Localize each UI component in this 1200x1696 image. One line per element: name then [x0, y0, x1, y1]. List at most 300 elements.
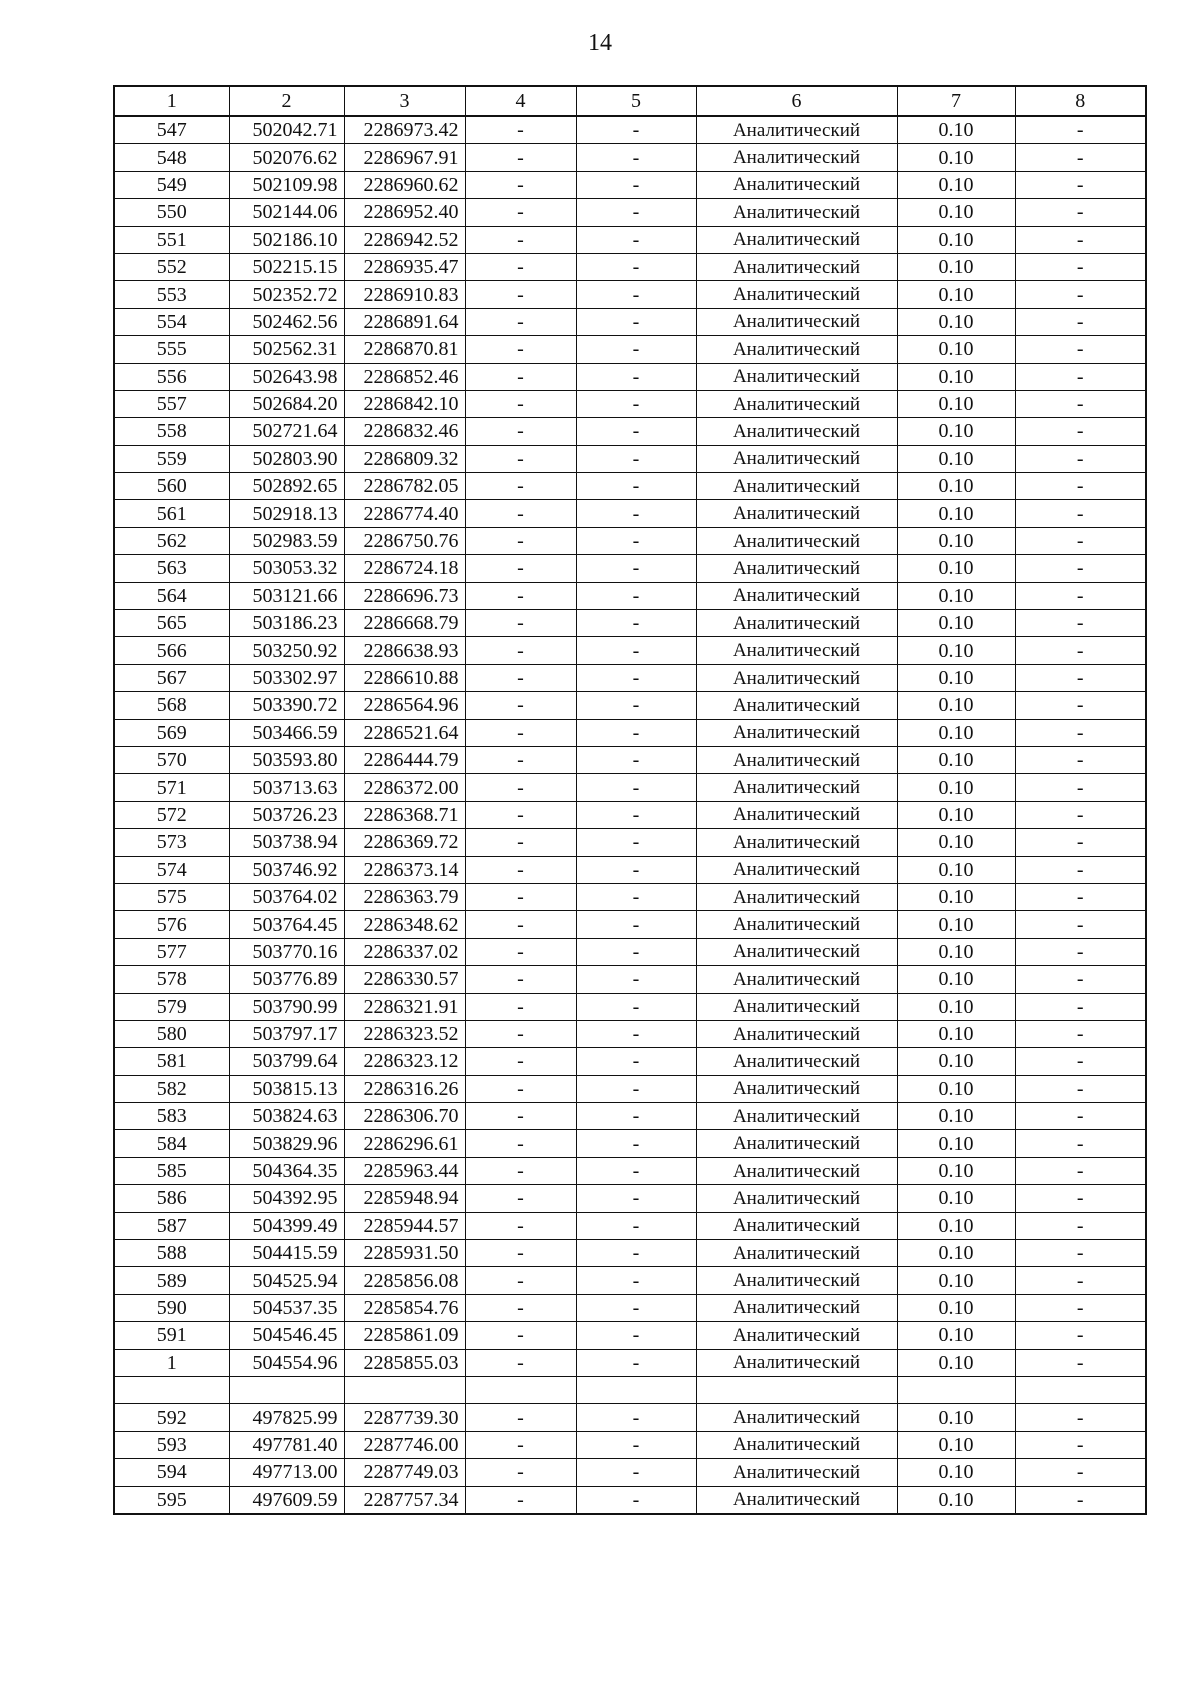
table-row	[114, 253, 1146, 280]
table-cell: 564	[114, 582, 229, 609]
table-cell: -	[1015, 829, 1146, 856]
table-cell: Аналитический	[696, 171, 897, 198]
table-cell: 2287749.03	[344, 1459, 465, 1486]
table-cell: 0.10	[897, 308, 1015, 335]
table-cell: -	[465, 1486, 576, 1514]
table-cell: 2286321.91	[344, 993, 465, 1020]
table-cell: -	[465, 1322, 576, 1349]
table-cell: 2286337.02	[344, 938, 465, 965]
table-cell: -	[1015, 692, 1146, 719]
column-header-2: 2	[229, 86, 344, 116]
table-cell: -	[465, 610, 576, 637]
table-cell: 0.10	[897, 445, 1015, 472]
table-row	[114, 801, 1146, 828]
table-cell: Аналитический	[696, 1212, 897, 1239]
table-row	[114, 938, 1146, 965]
table-cell: 0.10	[897, 966, 1015, 993]
table-cell: 2286960.62	[344, 171, 465, 198]
table-cell: 2286942.52	[344, 226, 465, 253]
table-cell: -	[1015, 938, 1146, 965]
table-cell: 2287739.30	[344, 1404, 465, 1431]
table-cell: 572	[114, 801, 229, 828]
table-cell: 2285854.76	[344, 1294, 465, 1321]
table-cell: 2286372.00	[344, 774, 465, 801]
table-cell: 547	[114, 116, 229, 144]
table-cell: 0.10	[897, 1130, 1015, 1157]
table-row	[114, 171, 1146, 198]
table-cell: 549	[114, 171, 229, 198]
table-cell: -	[576, 445, 696, 472]
table-cell: -	[465, 774, 576, 801]
table-cell: 588	[114, 1240, 229, 1267]
table-row	[114, 664, 1146, 691]
table-cell: -	[576, 527, 696, 554]
table-cell: -	[465, 1157, 576, 1184]
column-header-1: 1	[114, 86, 229, 116]
table-cell: -	[1015, 473, 1146, 500]
header-row	[114, 86, 1146, 116]
table-cell: -	[576, 1404, 696, 1431]
table-cell: 2285948.94	[344, 1185, 465, 1212]
table-cell: -	[1015, 1157, 1146, 1184]
table-row	[114, 692, 1146, 719]
table-cell: -	[576, 1212, 696, 1239]
table-cell: 497825.99	[229, 1404, 344, 1431]
table-cell: -	[576, 1130, 696, 1157]
column-header-6: 6	[696, 86, 897, 116]
table-cell: 0.10	[897, 829, 1015, 856]
table-cell: -	[576, 199, 696, 226]
table-cell: -	[1015, 1240, 1146, 1267]
table-cell: 0.10	[897, 637, 1015, 664]
table-cell: -	[576, 774, 696, 801]
table-cell: Аналитический	[696, 1157, 897, 1184]
table-cell	[229, 1376, 344, 1403]
table-cell: Аналитический	[696, 966, 897, 993]
table-cell: -	[465, 1294, 576, 1321]
table-row	[114, 1130, 1146, 1157]
table-cell: 585	[114, 1157, 229, 1184]
table-cell: Аналитический	[696, 801, 897, 828]
table-cell: 503764.02	[229, 883, 344, 910]
table-cell: 502042.71	[229, 116, 344, 144]
table-cell: 0.10	[897, 1404, 1015, 1431]
table-cell: Аналитический	[696, 1020, 897, 1047]
table-row	[114, 911, 1146, 938]
table-cell: 0.10	[897, 281, 1015, 308]
table-cell: Аналитический	[696, 582, 897, 609]
table-cell: -	[465, 1267, 576, 1294]
table-cell: 595	[114, 1486, 229, 1514]
table-row	[114, 445, 1146, 472]
table-cell: -	[465, 226, 576, 253]
table-cell: -	[1015, 199, 1146, 226]
table-cell: Аналитический	[696, 1240, 897, 1267]
table-cell: 502892.65	[229, 473, 344, 500]
table-cell: -	[465, 308, 576, 335]
table-cell: 2285944.57	[344, 1212, 465, 1239]
table-cell: 571	[114, 774, 229, 801]
table-cell: 2286967.91	[344, 144, 465, 171]
table-cell: -	[576, 1459, 696, 1486]
table-cell: 0.10	[897, 144, 1015, 171]
table-cell: -	[576, 1240, 696, 1267]
table-cell: -	[576, 938, 696, 965]
table-cell: -	[465, 719, 576, 746]
table-cell: 2286348.62	[344, 911, 465, 938]
table-cell: -	[465, 555, 576, 582]
table-cell: 2285856.08	[344, 1267, 465, 1294]
table-cell: -	[1015, 527, 1146, 554]
table-row	[114, 1349, 1146, 1376]
table-cell: 575	[114, 883, 229, 910]
table-cell: 2286774.40	[344, 500, 465, 527]
table-row	[114, 829, 1146, 856]
table-cell: 557	[114, 390, 229, 417]
table-cell	[465, 1376, 576, 1403]
column-header-4: 4	[465, 86, 576, 116]
table-cell: 2286935.47	[344, 253, 465, 280]
table-cell: 503764.45	[229, 911, 344, 938]
table-cell: 574	[114, 856, 229, 883]
table-cell: -	[1015, 856, 1146, 883]
table-cell: 2285855.03	[344, 1349, 465, 1376]
table-cell: 0.10	[897, 746, 1015, 773]
table-cell: 0.10	[897, 527, 1015, 554]
table-cell: 497781.40	[229, 1431, 344, 1458]
table-row	[114, 1459, 1146, 1486]
table-cell: -	[1015, 418, 1146, 445]
table-cell: Аналитический	[696, 390, 897, 417]
table-cell: 503746.92	[229, 856, 344, 883]
table-cell: 580	[114, 1020, 229, 1047]
table-cell: -	[576, 226, 696, 253]
table-cell: 0.10	[897, 1486, 1015, 1514]
table-cell: -	[1015, 637, 1146, 664]
table-cell: 559	[114, 445, 229, 472]
table-cell: 567	[114, 664, 229, 691]
table-cell: -	[465, 966, 576, 993]
table-row	[114, 390, 1146, 417]
table-row	[114, 473, 1146, 500]
table-cell: 0.10	[897, 473, 1015, 500]
table-cell: 548	[114, 144, 229, 171]
table-cell	[576, 1376, 696, 1403]
table-cell: -	[465, 418, 576, 445]
table-cell: -	[465, 883, 576, 910]
table-cell: 503790.99	[229, 993, 344, 1020]
table-row	[114, 1322, 1146, 1349]
table-cell: 503799.64	[229, 1048, 344, 1075]
table-cell: 0.10	[897, 664, 1015, 691]
table-cell: 0.10	[897, 801, 1015, 828]
table-row	[114, 281, 1146, 308]
table-cell: 2286724.18	[344, 555, 465, 582]
table-cell: 497609.59	[229, 1486, 344, 1514]
table-cell: 563	[114, 555, 229, 582]
table-cell: -	[576, 1185, 696, 1212]
table-cell: 0.10	[897, 336, 1015, 363]
table-cell: -	[465, 801, 576, 828]
table-cell: 589	[114, 1267, 229, 1294]
table-cell: -	[465, 1240, 576, 1267]
table-cell: -	[1015, 911, 1146, 938]
table-cell: -	[1015, 746, 1146, 773]
table-cell: 2286809.32	[344, 445, 465, 472]
table-cell: 0.10	[897, 555, 1015, 582]
table-cell: 590	[114, 1294, 229, 1321]
table-cell: Аналитический	[696, 1486, 897, 1514]
table-cell: 0.10	[897, 1431, 1015, 1458]
table-cell: Аналитический	[696, 1103, 897, 1130]
table-cell: -	[465, 664, 576, 691]
table-cell: -	[576, 582, 696, 609]
table-body	[114, 116, 1146, 1514]
table-cell: 573	[114, 829, 229, 856]
table-cell: Аналитический	[696, 445, 897, 472]
table-cell: 2286521.64	[344, 719, 465, 746]
table-cell: 2286316.26	[344, 1075, 465, 1102]
table-row	[114, 1157, 1146, 1184]
table-cell: 583	[114, 1103, 229, 1130]
table-cell: -	[465, 1048, 576, 1075]
table-cell: -	[465, 281, 576, 308]
table-cell: 0.10	[897, 1240, 1015, 1267]
table-cell: -	[465, 692, 576, 719]
table-cell: -	[576, 1157, 696, 1184]
table-cell: 593	[114, 1431, 229, 1458]
table-cell: 0.10	[897, 199, 1015, 226]
table-cell: 0.10	[897, 719, 1015, 746]
table-cell: -	[465, 199, 576, 226]
table-cell: 504525.94	[229, 1267, 344, 1294]
table-row	[114, 1048, 1146, 1075]
table-cell: Аналитический	[696, 116, 897, 144]
table-cell: 0.10	[897, 774, 1015, 801]
table-cell: 503121.66	[229, 582, 344, 609]
table-cell: 568	[114, 692, 229, 719]
table-cell: Аналитический	[696, 500, 897, 527]
table-cell: 503824.63	[229, 1103, 344, 1130]
table-cell: Аналитический	[696, 336, 897, 363]
table-cell: 569	[114, 719, 229, 746]
table-row	[114, 610, 1146, 637]
table-cell: 570	[114, 746, 229, 773]
table-row	[114, 418, 1146, 445]
table-cell: -	[465, 144, 576, 171]
table-cell: 2285963.44	[344, 1157, 465, 1184]
table-cell: 0.10	[897, 226, 1015, 253]
table-cell: -	[1015, 582, 1146, 609]
table-cell: -	[576, 171, 696, 198]
table-cell: -	[576, 500, 696, 527]
table-cell: Аналитический	[696, 555, 897, 582]
table-cell: -	[465, 1431, 576, 1458]
table-row	[114, 966, 1146, 993]
page-number: 14	[588, 30, 612, 56]
table-cell: 0.10	[897, 1322, 1015, 1349]
table-row	[114, 719, 1146, 746]
table-cell: 504364.35	[229, 1157, 344, 1184]
table-cell: -	[576, 253, 696, 280]
table-cell: Аналитический	[696, 719, 897, 746]
table-cell: -	[1015, 281, 1146, 308]
table-cell: Аналитический	[696, 774, 897, 801]
table-cell: -	[465, 637, 576, 664]
table-cell: 2286782.05	[344, 473, 465, 500]
table-cell: -	[1015, 390, 1146, 417]
table-cell: 503053.32	[229, 555, 344, 582]
table-cell: 502352.72	[229, 281, 344, 308]
coordinates-table	[113, 85, 1147, 1515]
table-cell: -	[576, 1294, 696, 1321]
table-cell: -	[1015, 801, 1146, 828]
table-cell	[344, 1376, 465, 1403]
table-cell: 552	[114, 253, 229, 280]
table-cell: 2286330.57	[344, 966, 465, 993]
table-cell: -	[1015, 1294, 1146, 1321]
table-cell: 2286296.61	[344, 1130, 465, 1157]
table-cell: Аналитический	[696, 1294, 897, 1321]
table-cell: -	[465, 500, 576, 527]
table-cell: -	[576, 1431, 696, 1458]
table-row	[114, 856, 1146, 883]
table-cell: -	[465, 116, 576, 144]
table-cell: 561	[114, 500, 229, 527]
table-cell: Аналитический	[696, 911, 897, 938]
table-cell: 0.10	[897, 883, 1015, 910]
table-cell: Аналитический	[696, 829, 897, 856]
table-cell: 503593.80	[229, 746, 344, 773]
table-cell	[1015, 1376, 1146, 1403]
table-cell: 550	[114, 199, 229, 226]
table-cell: 503776.89	[229, 966, 344, 993]
table-cell: 502643.98	[229, 363, 344, 390]
table-cell: Аналитический	[696, 1349, 897, 1376]
table-cell: -	[576, 664, 696, 691]
table-cell: -	[1015, 1322, 1146, 1349]
table-cell: 576	[114, 911, 229, 938]
table-cell: -	[576, 363, 696, 390]
table-cell: 503302.97	[229, 664, 344, 691]
table-cell: -	[465, 363, 576, 390]
table-cell: 502215.15	[229, 253, 344, 280]
table-cell: 503390.72	[229, 692, 344, 719]
table-cell: -	[1015, 445, 1146, 472]
table-cell: 594	[114, 1459, 229, 1486]
table-cell: 2285861.09	[344, 1322, 465, 1349]
table-cell: 0.10	[897, 500, 1015, 527]
table-cell: 503815.13	[229, 1075, 344, 1102]
table-cell: -	[1015, 1212, 1146, 1239]
table-cell: 503770.16	[229, 938, 344, 965]
table-cell: -	[576, 473, 696, 500]
table-cell: 502562.31	[229, 336, 344, 363]
table-cell: 584	[114, 1130, 229, 1157]
table-row	[114, 993, 1146, 1020]
table-cell: 2287746.00	[344, 1431, 465, 1458]
table-cell: -	[465, 1404, 576, 1431]
table-cell: -	[576, 856, 696, 883]
table-row	[114, 1240, 1146, 1267]
table-cell: 0.10	[897, 1157, 1015, 1184]
table-cell: 503250.92	[229, 637, 344, 664]
table-cell: -	[465, 911, 576, 938]
table-cell: -	[576, 993, 696, 1020]
table-cell: Аналитический	[696, 226, 897, 253]
table-cell: 0.10	[897, 1294, 1015, 1321]
table-cell: -	[576, 610, 696, 637]
table-cell: 560	[114, 473, 229, 500]
table-cell: -	[1015, 1349, 1146, 1376]
table-row	[114, 1486, 1146, 1514]
table-cell: 2286870.81	[344, 336, 465, 363]
table-cell: 503186.23	[229, 610, 344, 637]
table-cell: -	[1015, 116, 1146, 144]
table-cell: 502918.13	[229, 500, 344, 527]
table-cell: -	[1015, 144, 1146, 171]
table-cell: 502462.56	[229, 308, 344, 335]
table-cell: Аналитический	[696, 363, 897, 390]
table-cell: 2285931.50	[344, 1240, 465, 1267]
table-cell: 2286306.70	[344, 1103, 465, 1130]
table-cell: -	[576, 418, 696, 445]
table-cell: 2286323.12	[344, 1048, 465, 1075]
table-cell: Аналитический	[696, 1404, 897, 1431]
table-cell: Аналитический	[696, 746, 897, 773]
table-cell: 0.10	[897, 1020, 1015, 1047]
table-cell: 2286638.93	[344, 637, 465, 664]
table-cell: -	[465, 1212, 576, 1239]
table-cell: -	[1015, 555, 1146, 582]
table-cell: -	[465, 1075, 576, 1102]
table-cell: 562	[114, 527, 229, 554]
table-cell: 2286696.73	[344, 582, 465, 609]
table-cell: 553	[114, 281, 229, 308]
table-cell: 2286373.14	[344, 856, 465, 883]
table-cell: 0.10	[897, 856, 1015, 883]
table-cell: -	[465, 1130, 576, 1157]
table-cell: -	[1015, 1267, 1146, 1294]
column-header-5: 5	[576, 86, 696, 116]
table-row	[114, 774, 1146, 801]
table-cell: -	[576, 1267, 696, 1294]
table-cell: Аналитический	[696, 281, 897, 308]
table-cell: -	[465, 1349, 576, 1376]
table-row	[114, 1212, 1146, 1239]
table-cell: -	[465, 1020, 576, 1047]
table-cell: -	[1015, 993, 1146, 1020]
table-row	[114, 527, 1146, 554]
table-cell: -	[576, 555, 696, 582]
table-cell: 554	[114, 308, 229, 335]
table-cell: Аналитический	[696, 1459, 897, 1486]
table-cell: 2286832.46	[344, 418, 465, 445]
table-cell: -	[576, 829, 696, 856]
table-cell: -	[576, 116, 696, 144]
column-header-8: 8	[1015, 86, 1146, 116]
table-cell: 2286750.76	[344, 527, 465, 554]
table-cell: 502684.20	[229, 390, 344, 417]
table-cell: 2286564.96	[344, 692, 465, 719]
table-cell: Аналитический	[696, 637, 897, 664]
table-cell: -	[1015, 500, 1146, 527]
table-cell: Аналитический	[696, 199, 897, 226]
table-row	[114, 144, 1146, 171]
table-cell: 503466.59	[229, 719, 344, 746]
table-cell: 0.10	[897, 390, 1015, 417]
table-row	[114, 199, 1146, 226]
